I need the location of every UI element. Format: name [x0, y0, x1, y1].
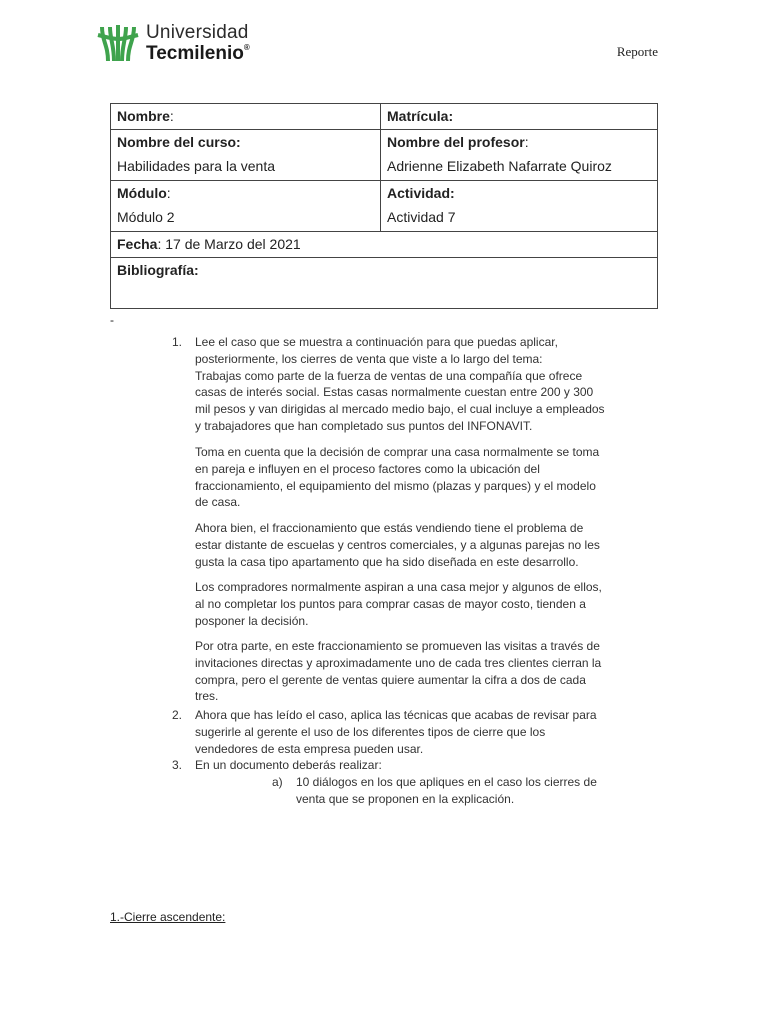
item-1-text: Lee el caso que se muestra a continuación para que puedas aplicar, posteriormente, los cierres de venta que viste a lo largo del tema: Trabajas como parte de la fuerza de ventas de una compañía que ofrece casas de interés social. Estas casas normalmente cuestan entre 200 y 300 mil pesos y van dirigidas al mercado medio bajo, el cual incluye a empleados y trabajadores que han completado sus puntos del INFONAVIT.: [195, 335, 605, 433]
case-paragraph-2: Toma en cuenta que la decisión de comprar una casa normalmente se toma en pareja e influyen en el proceso factores como la ubicación del fraccionamiento, el equipamiento del mismo (plazas y parques) y el modelo de casa.: [195, 445, 600, 510]
case-paragraph-4: Los compradores normalmente aspiran a una casa mejor y algunos de ellos, al no completar los puntos para comprar casas de mayor costo, tienden a posponer la decisión.: [195, 580, 602, 628]
activity-value: Actividad 7: [387, 209, 456, 225]
sub-item-a-label: a): [272, 775, 283, 789]
name-label: Nombre: [117, 108, 170, 124]
item-1-number: 1.: [172, 335, 183, 349]
bibliography-cell: [111, 258, 658, 309]
section-title-cierre-ascendente: 1.-Cierre ascendente:: [110, 910, 226, 924]
case-paragraph-5: Por otra parte, en este fraccionamiento se promueven las visitas a través de invitaciones directas y aproximadamente uno de cada tres clientes cierran la compra, pero el gerente de ventas quiere aumentar la cifra a dos de cada tres.: [195, 639, 602, 704]
module-label: Módulo: [117, 185, 167, 201]
tecmilenio-emblem-icon: [96, 23, 140, 63]
item-3-number: 3.: [172, 758, 183, 772]
module-value: Módulo 2: [117, 209, 175, 225]
matricula-cell: [381, 104, 658, 130]
module-cell: Módulo: Módulo 2: [111, 181, 381, 232]
matricula-label: Matrícula:: [387, 108, 454, 124]
professor-value: Adrienne Elizabeth Nafarrate Quiroz: [387, 158, 612, 174]
name-cell: Nombre:: [111, 104, 381, 130]
course-label: Nombre del curso:: [117, 134, 241, 150]
item-2-text: Ahora que has leído el caso, aplica las técnicas que acabas de revisar para sugerirle al gerente el uso de los diferentes tipos de cierre que los vendedores de esta empresa pueden usar.: [195, 708, 597, 756]
date-label: Fecha: [117, 236, 158, 252]
logo-university-text: Universidad: [146, 22, 249, 43]
date-cell: [111, 232, 658, 258]
university-logo: [96, 23, 250, 63]
activity-cell: [381, 181, 658, 232]
professor-label: Nombre del profesor: [387, 134, 525, 150]
date-value: : 17 de Marzo del 2021: [157, 236, 301, 252]
sub-item-a-text: 10 diálogos en los que apliques en el caso los cierres de venta que se proponen en la explicación.: [296, 775, 597, 806]
item-3-text: En un documento deberás realizar:: [195, 758, 382, 772]
case-paragraph-3: Ahora bien, el fraccionamiento que estás vendiendo tiene el problema de estar distante de escuelas y centros comerciales, y a algunas parejas no les gusta la casa tipo apartamento que ha sido diseñada en este desarrollo.: [195, 521, 600, 569]
list-marker: -: [110, 313, 114, 327]
logo-name-text: Tecmilenio®: [146, 43, 250, 64]
course-cell: [111, 130, 381, 181]
item-2-number: 2.: [172, 708, 183, 722]
report-label: Reporte: [616, 44, 658, 59]
student-info-table: [110, 103, 658, 309]
activity-label: Actividad:: [387, 185, 455, 201]
bibliography-label: Bibliografía:: [117, 262, 199, 278]
professor-cell: Nombre del profesor: Adrienne Elizabeth Nafarrate Quiroz: [381, 130, 658, 181]
course-value: Habilidades para la venta: [117, 158, 275, 174]
